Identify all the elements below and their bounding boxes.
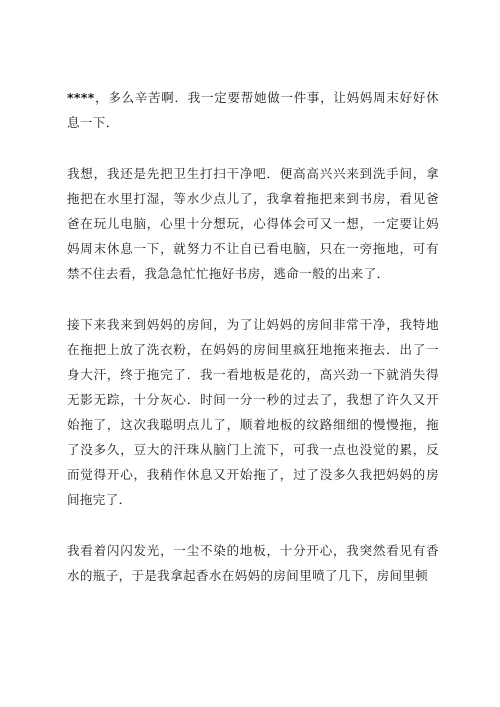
paragraph-intro [67,85,439,135]
paragraph-text: 我想，我还是先把卫生打扫干净吧．便高高兴兴来到洗手间，拿拖把在水里打湿，等水少点儿了，我拿着拖把来到书房，看见爸爸在玩儿电脑，心里十分想玩，心得体会可又一想，一定要让妈妈周末休息一下，就努力不让自已看电脑，只在一旁拖地，可有禁不住去看，我急急忙忙拖好书房，逃命一般的出来了． [67,166,439,281]
redacted-name: **** [67,90,95,105]
paragraph-text: 接下来我来到妈妈的房间，为了让妈妈的房间非常干净，我特地在拖把上放了洗衣粉，在妈妈的房间里疯狂地拖来拖去．出了一身大汗，终于拖完了．我一看地板是花的，高兴劲一下就消失得无影无踪，十分灰心．时间一分一秒的过去了，我想了许久又开始拖了，这次我聪明点儿了，顺着地板的纹路细细的慢慢拖，拖了没多久，豆大的汗珠从脑门上流下，可我一点也没觉的累，反而觉得开心，我稍作休息又开始拖了，过了没多久我把妈妈的房间拖完了． [67,317,439,507]
paragraph-text: 我看着闪闪发光，一尘不染的地板，十分开心，我突然看见有香水的瓶子，于是我拿起香水在妈妈的房间里喷了几下，房间里顿 [67,543,439,583]
document-body [67,85,439,614]
paragraph-perfume [67,538,439,588]
paragraph-mom-room [67,312,439,512]
paragraph-text: ，多么辛苦啊．我一定要帮她做一件事，让妈妈周末好好休息一下． [67,90,439,130]
paragraph-bathroom-study [67,161,439,286]
